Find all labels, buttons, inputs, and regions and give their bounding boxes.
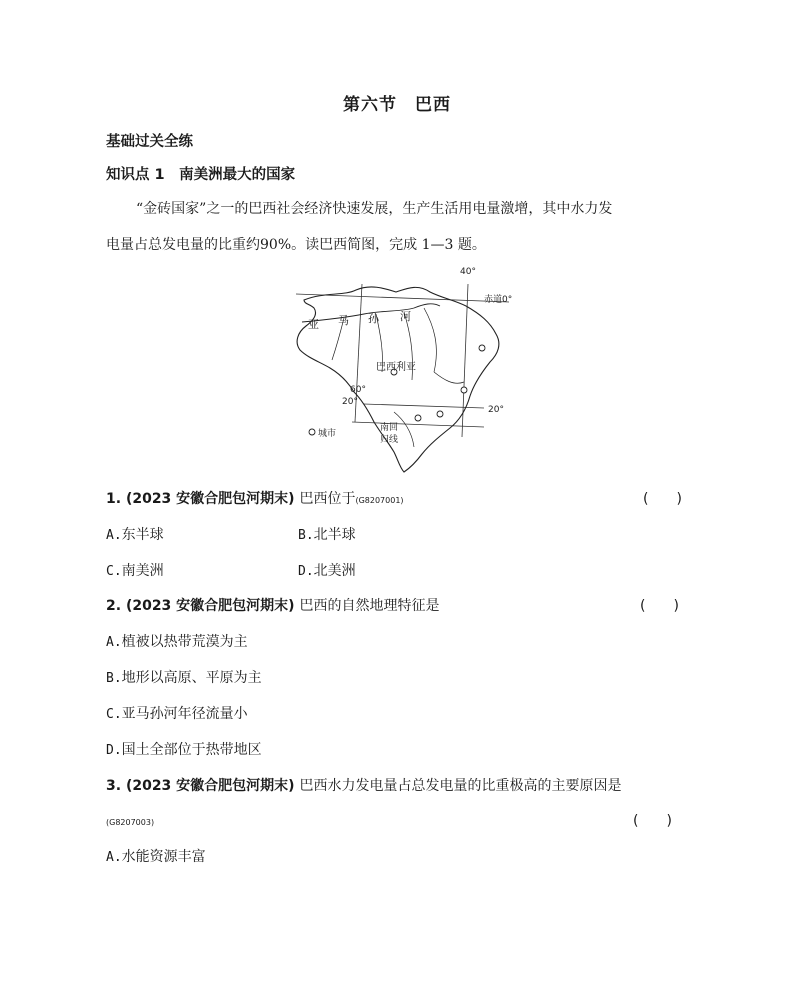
page-title: 第六节 巴西 bbox=[343, 95, 451, 115]
answer-paren-3[interactable]: ( ) bbox=[633, 813, 672, 829]
legend-city-icon bbox=[309, 429, 315, 435]
question-3-code: (G8207003) bbox=[106, 818, 155, 827]
tropic-label-1: 南回 bbox=[380, 423, 399, 433]
lon40-label: 40° bbox=[460, 267, 476, 277]
answer-paren-2[interactable]: ( ) bbox=[640, 598, 679, 614]
question-source: (2023 安徽合肥包河期末) bbox=[125, 598, 295, 614]
question-source: (2023 安徽合肥包河期末) bbox=[125, 778, 295, 794]
brazil-map bbox=[284, 262, 524, 480]
equator-label: 赤道0° bbox=[484, 295, 513, 305]
question-number: 1. bbox=[106, 491, 122, 507]
river-label-sun: 孙 bbox=[368, 312, 379, 325]
lon60-label: 60° bbox=[350, 385, 366, 395]
question-source: (2023 安徽合肥包河期末) bbox=[125, 491, 295, 507]
question-1 bbox=[106, 488, 404, 508]
intro-line-1: “金砖国家”之一的巴西社会经济快速发展，生产生活用电量激增，其中水力发 bbox=[136, 201, 613, 217]
section-heading: 基础过关全练 bbox=[106, 134, 193, 150]
answer-paren-1[interactable]: ( ) bbox=[643, 491, 682, 507]
lat20-left-label: 20° bbox=[342, 397, 358, 407]
option-2a[interactable]: A.植被以热带荒漠为主 bbox=[106, 634, 248, 650]
option-1b[interactable]: B.北半球 bbox=[298, 527, 356, 543]
option-2d[interactable]: D.国土全部位于热带地区 bbox=[106, 742, 262, 758]
tropic-line bbox=[352, 422, 484, 427]
city-rio-marker bbox=[437, 411, 443, 417]
city-recife-marker bbox=[479, 345, 485, 351]
lat20-right-label: 20° bbox=[488, 405, 504, 415]
legend-city-label: 城市 bbox=[318, 429, 337, 439]
river-label-ma: 马 bbox=[338, 314, 349, 327]
option-2b[interactable]: B.地形以高原、平原为主 bbox=[106, 670, 262, 686]
option-2c[interactable]: C.亚马孙河年径流量小 bbox=[106, 706, 248, 722]
option-3a[interactable]: A.水能资源丰富 bbox=[106, 849, 206, 865]
river-label-ya: 亚 bbox=[308, 318, 319, 331]
question-number: 3. bbox=[106, 778, 122, 794]
option-1c[interactable]: C.南美洲 bbox=[106, 563, 164, 579]
question-text: 巴西的自然地理特征是 bbox=[299, 598, 440, 614]
question-text: 巴西位于 bbox=[299, 491, 356, 507]
city-saopaulo-marker bbox=[415, 415, 421, 421]
option-1a[interactable]: A.东半球 bbox=[106, 527, 164, 543]
option-1d[interactable]: D.北美洲 bbox=[298, 563, 356, 579]
question-3 bbox=[106, 775, 621, 795]
question-number: 2. bbox=[106, 598, 122, 614]
capital-label: 巴西利亚 bbox=[376, 362, 416, 373]
city-salvador-marker bbox=[461, 387, 467, 393]
intro-line-2: 电量占总发电量的比重约90%。读巴西简图，完成 1—3 题。 bbox=[106, 237, 486, 253]
river-label-he: 河 bbox=[400, 310, 411, 323]
question-2 bbox=[106, 595, 439, 615]
knowledge-point-heading: 知识点 1 南美洲最大的国家 bbox=[106, 167, 296, 183]
question-code: (G8207001) bbox=[355, 496, 404, 505]
question-text: 巴西水力发电量占总发电量的比重极高的主要原因是 bbox=[299, 778, 622, 794]
tropic-label-2: 归线 bbox=[380, 435, 399, 445]
